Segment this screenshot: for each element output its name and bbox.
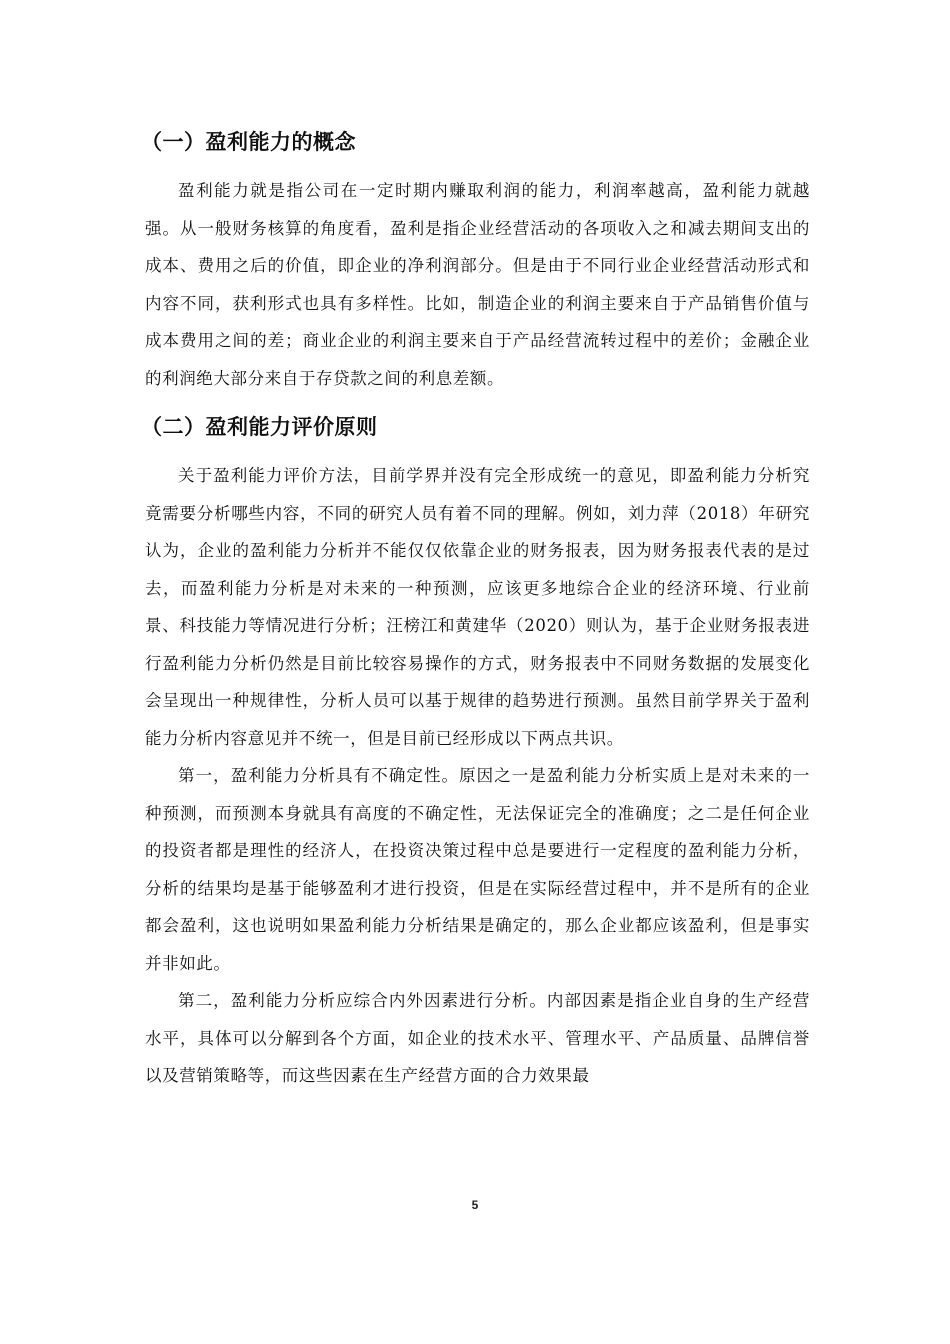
section-heading-principles: （二）盈利能力评价原则 (141, 415, 378, 439)
paragraph-second-consensus: 第二，盈利能力分析应综合内外因素进行分析。内部因素是指企业自身的生产经营水平，具体可以分解到各个方面，如企业的技术水平、管理水平、产品质量、品牌信誉以及营销策略等，而这些因素在生产经营方面的合力效果最 (145, 991, 810, 1085)
page-content (141, 118, 810, 1095)
section-heading-concept: （一）盈利能力的概念 (141, 130, 356, 154)
page-number: 5 (471, 1198, 479, 1212)
paragraph-concept: 盈利能力就是指公司在一定时期内赚取利润的能力，利润率越高，盈利能力就越强。从一般财务核算的角度看，盈利是指企业经营活动的各项收入之和减去期间支出的成本、费用之后的价值，即企业的净利润部分。但是由于不同行业企业经营活动形式和内容不同，获利形式也具有多样性。比如，制造企业的利润主要来自于产品销售价值与成本费用之间的差；商业企业的利润主要来自于产品经营流转过程中的差价；金融企业的利润绝大部分来自于存贷款之间的利息差额。 (145, 181, 810, 388)
paragraph-principles-intro: 关于盈利能力评价方法，目前学界并没有完全形成统一的意见，即盈利能力分析究竟需要分析哪些内容，不同的研究人员有着不同的理解。例如，刘力萍（2018）年研究认为，企业的盈利能力分析并不能仅仅依靠企业的财务报表，因为财务报表代表的是过去，而盈利能力分析是对未来的一种预测，应该更多地综合企业的经济环境、行业前景、科技能力等情况进行分析；汪榜江和黄建华（2020）则认为，基于企业财务报表进行盈利能力分析仍然是目前比较容易操作的方式，财务报表中不同财务数据的发展变化会呈现出一种规律性，分析人员可以基于规律的趋势进行预测。虽然目前学界关于盈利能力分析内容意见并不统一，但是目前已经形成以下两点共识。 (145, 466, 810, 748)
paragraph-first-consensus: 第一，盈利能力分析具有不确定性。原因之一是盈利能力分析实质上是对未来的一种预测，而预测本身就具有高度的不确定性，无法保证完全的准确度；之二是任何企业的投资者都是理性的经济人，在投资决策过程中总是要进行一定程度的盈利能力分析，分析的结果均是基于能够盈利才进行投资，但是在实际经营过程中，并不是所有的企业都会盈利，这也说明如果盈利能力分析结果是确定的，那么企业都应该盈利，但是事实并非如此。 (145, 766, 810, 973)
